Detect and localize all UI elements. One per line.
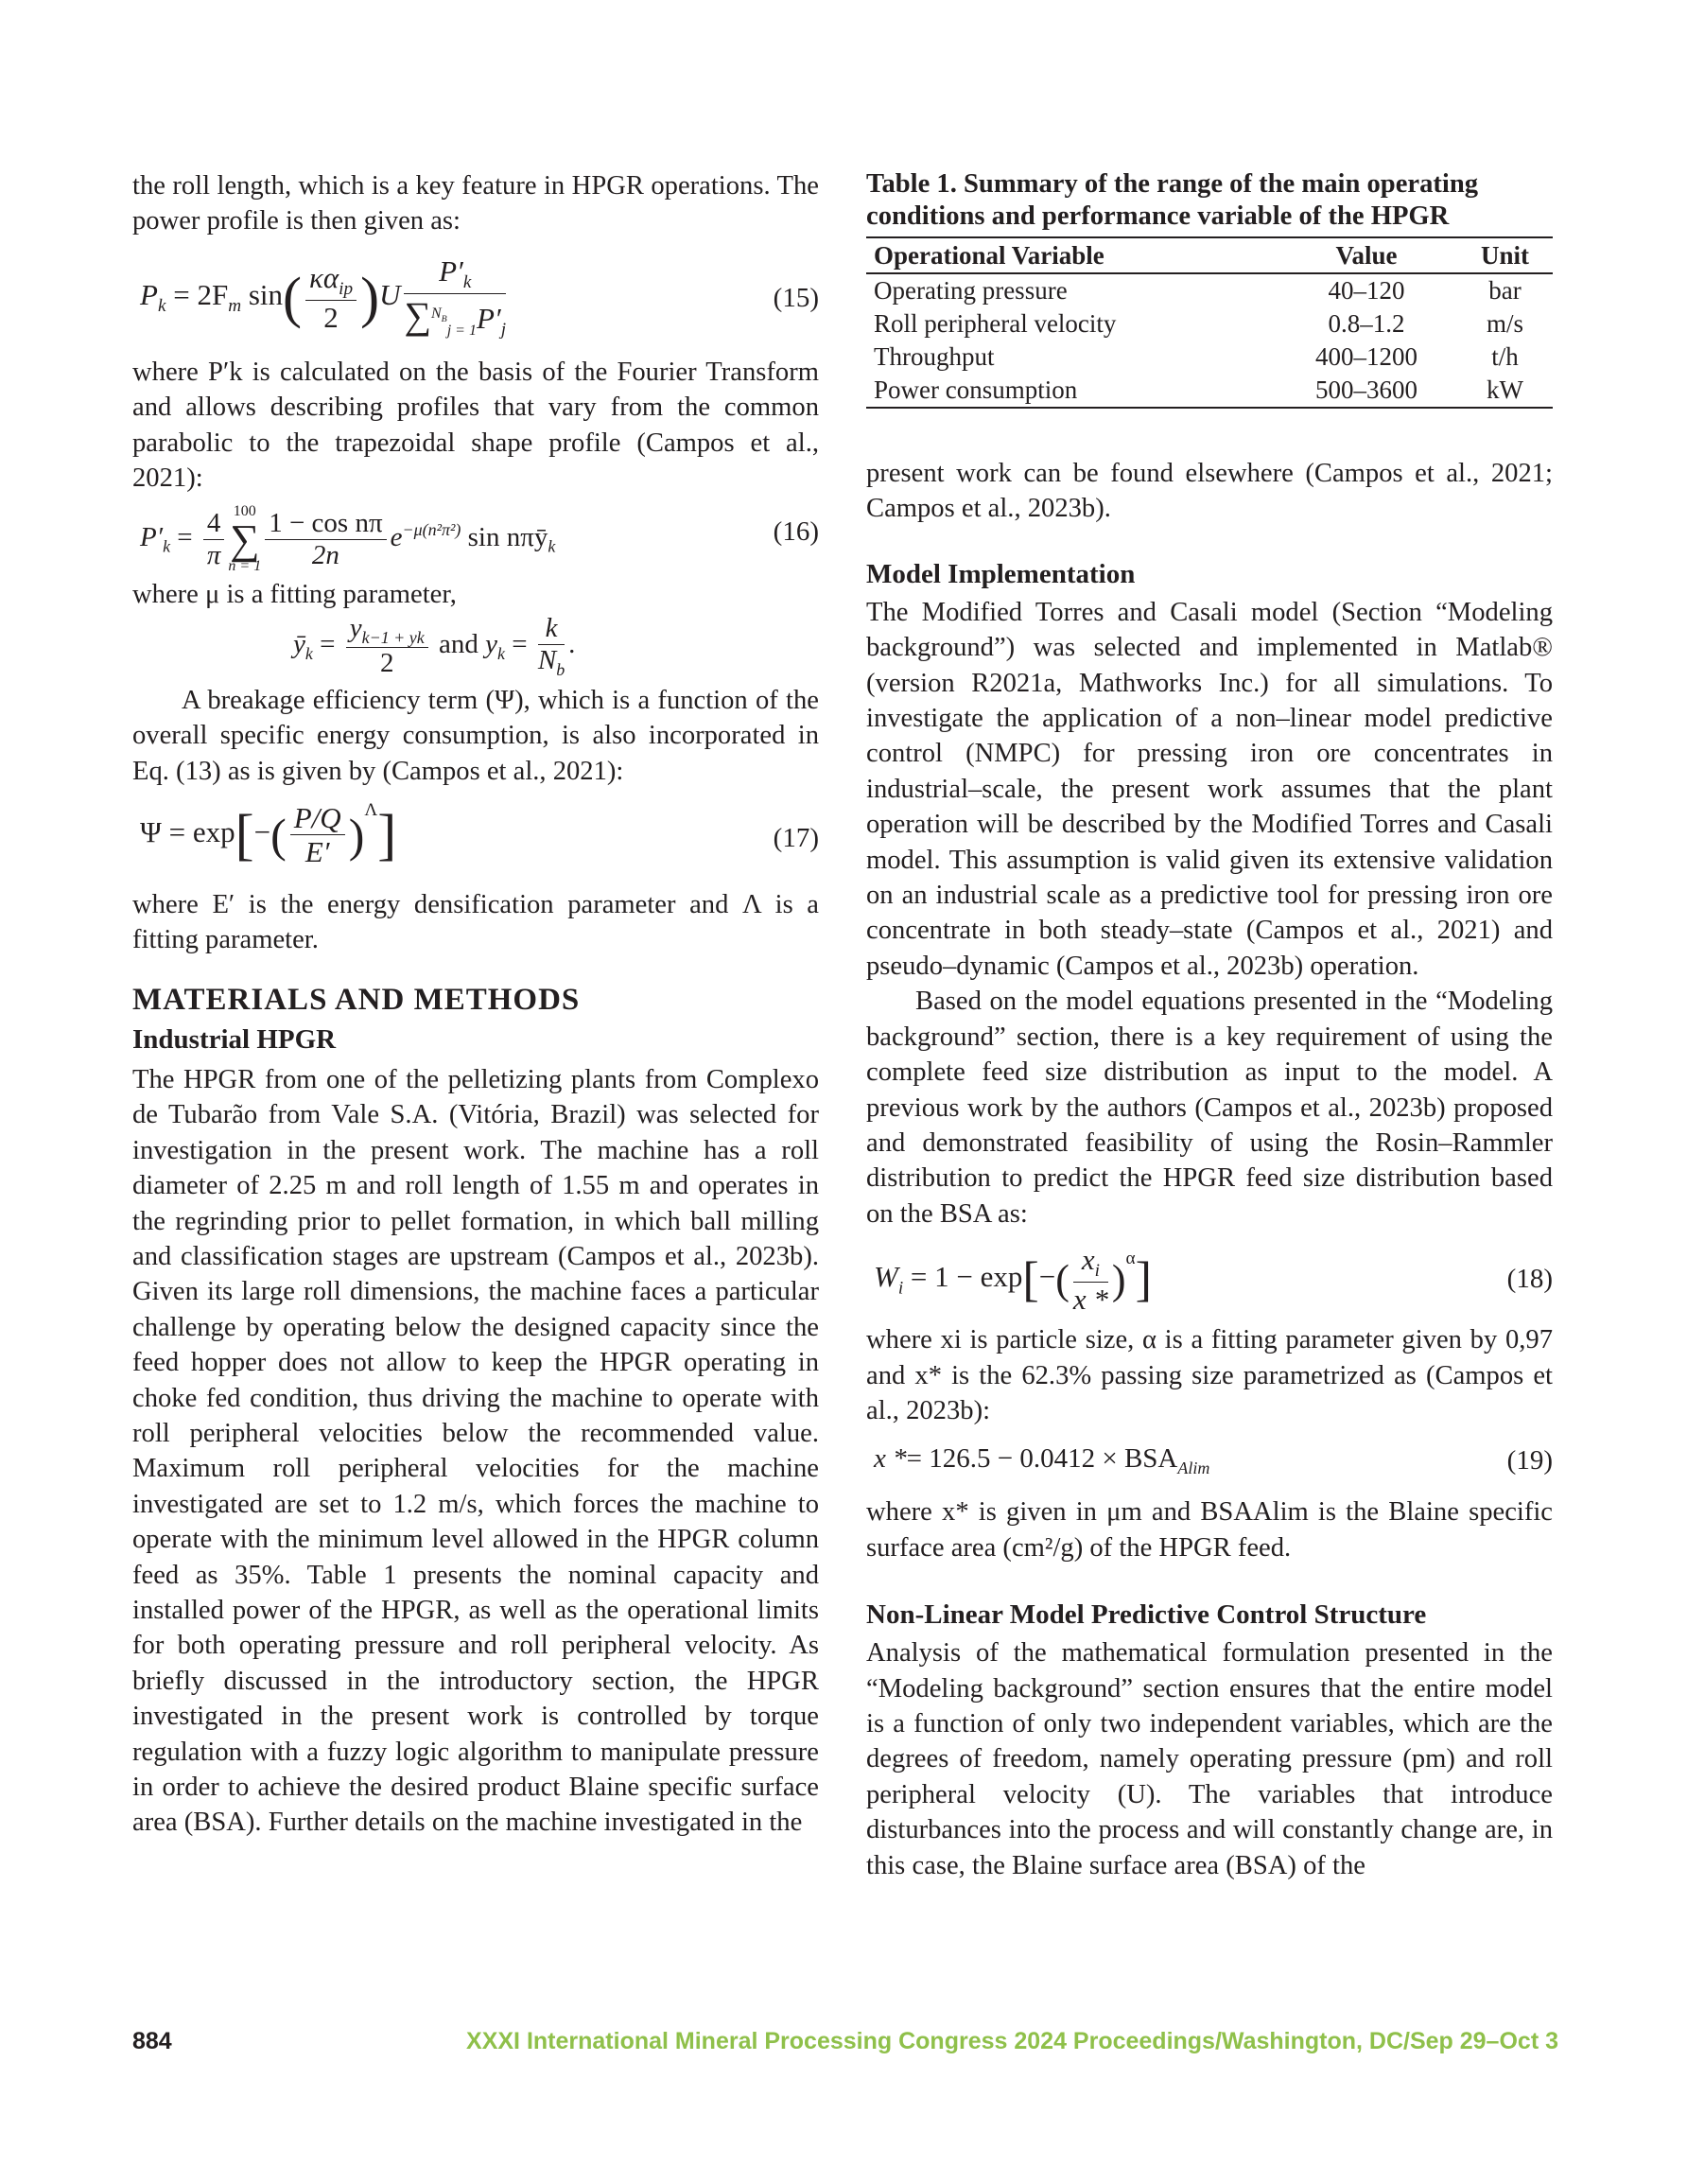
table-row [866, 273, 1553, 307]
equation-15: $P_k = 2F_m$ sin( $\frac{\kappa\alpha_{ip}}{2}$ )U $\frac{P'_k}{\sum^{N_B}_{j = 1}P'_j}$ (15) [140, 253, 819, 341]
equation-16: $P'_k$ = $\frac{4}{\pi}$ 100 ∑ n = 1 $\frac{\text{1 − cos nπ}}{2n}$ $e^{-\mu(n^2\pi^2)}$ sin nπȳ$_k$ (16) [140, 503, 819, 575]
left-column [132, 168, 819, 1841]
equation-number-17: (17) [773, 823, 819, 854]
equation-17: Ψ = exp[−( $\frac{P/Q}{E'}$ )$^\Lambda$] (17) [140, 800, 819, 869]
table-row [866, 307, 1553, 341]
paragraph-nmpc: Analysis of the mathematical formulation presented in the “Modeling background” section ensures that the entire model is a function of only two independent variables, which are the degrees of freedom, namely operating pressure (pm) and roll peripheral velocity (U). The variables that introduce disturbances into the process and will constantly change are, in this case, the Blaine surface area (BSA) of the [866, 1638, 1553, 1880]
table-operating-conditions [866, 236, 1553, 409]
table-cell: m/s [1487, 309, 1524, 338]
equation-ybar: $ȳ_k$ = $\frac{y_{k-1 + yk}}{2}$ and $y_k$ = $\frac{k}{N_b}$ . [293, 612, 576, 679]
table-cell: t/h [1491, 342, 1519, 371]
paragraph-where-mu: where μ is a fitting parameter, [132, 580, 457, 610]
equation-number-16: (16) [773, 516, 819, 548]
journal-title: XXXI International Mineral Processing Congress 2024 Proceedings/Washington, DC/Sep 29–Oct 3 [466, 2028, 1558, 2054]
equation-19: $x *= 126.5 - 0.0412 \times BSA_{Alim}$ (19) [874, 1443, 1553, 1478]
table-cell: Power consumption [866, 374, 1276, 408]
paragraph-where-xstar: where x* is given in μm and BSAAlim is the Blaine specific surface area (cm²/g) of the HPGR feed. [866, 1497, 1553, 1563]
subsection-heading-industrial: Industrial HPGR [132, 1023, 337, 1055]
equation-18: $W_i = 1 - \exp[-$( $\frac{x_i}{x *}$ )$^\alpha$] (18) [874, 1243, 1553, 1317]
table-row [866, 341, 1553, 374]
table-cell: Operating pressure [874, 276, 1068, 305]
table-cell: 0.8–1.2 [1328, 309, 1405, 338]
table-header: Value [1276, 237, 1457, 273]
table-cell: Roll peripheral velocity [874, 309, 1117, 338]
right-column [866, 168, 1553, 1883]
paragraph-continued: present work can be found elsewhere (Campos et al., 2021; Campos et al., 2023b). [866, 459, 1553, 524]
page-number: 884 [132, 2028, 172, 2054]
table-header: Unit [1457, 237, 1553, 273]
table-header-row [866, 237, 1553, 273]
subsection-heading-model: Model Implementation [866, 558, 1136, 589]
table-caption: Table 1. Summary of the range of the main operating conditions and performance variable of the HPGR [866, 169, 1479, 231]
table-header: Operational Variable [866, 237, 1276, 273]
table-row [866, 374, 1553, 408]
equation-number-18: (18) [1506, 1264, 1553, 1295]
paragraph-model-1: The Modified Torres and Casali model (Section “Modeling background”) was selected and implemented in Matlab® (version R2021a, Mathworks Inc.) for all simulations. To investigate the application of a non–linear model predictive control (NMPC) for pressing iron ore concentrates in industrial–scale, the present work assumes that the plant operation will be described by the Modified Torres and Casali model. This assumption is valid given its extensive validation on an industrial scale as a predictive tool for pressing iron ore concentrate in both steady–state (Campos et al., 2021) and pseudo–dynamic (Campos et al., 2023b) operation. [866, 597, 1553, 981]
equation-number-19: (19) [1506, 1445, 1553, 1476]
table-cell: kW [1457, 374, 1553, 408]
paragraph-intro: the roll length, which is a key feature in HPGR operations. The power profile is then given as: [132, 171, 819, 236]
equation-number-15: (15) [773, 282, 819, 313]
section-heading-materials: MATERIALS AND METHODS [132, 982, 581, 1017]
paragraph-where-xi: where xi is particle size, α is a fitting parameter given by 0,97 and x* is the 62.3% passing size parametrized as (Campos et al., 2023b): [866, 1325, 1553, 1425]
subsection-heading-nmpc: Non-Linear Model Predictive Control Structure [866, 1599, 1427, 1631]
paragraph-where-e: where E′ is the energy densification parameter and Λ is a fitting parameter. [132, 890, 819, 955]
table-cell: Throughput [874, 342, 995, 371]
paragraph-breakage: A breakage efficiency term (Ψ), which is a function of the overall specific energy consumption, is also incorporated in Eq. (13) as is given by (Campos et al., 2021): [132, 685, 819, 786]
paragraph-model-2: Based on the model equations presented in the “Modeling background” section, there is a key requirement of using the complete feed size distribution as input to the model. A previous work by the authors (Campos et al., 2023b) proposed and demonstrated feasibility of using the Rosin–Rammler distribution to predict the HPGR feed size distribution based on the BSA as: [866, 987, 1553, 1229]
table-cell: 400–1200 [1315, 342, 1418, 371]
table-cell: bar [1488, 276, 1522, 305]
paragraph-where-pk: where P′k is calculated on the basis of the Fourier Transform and allows describing profiles that vary from the common parabolic to the trapezoidal shape profile (Campos et al., 2021): [132, 357, 819, 494]
table-cell: 500–3600 [1276, 374, 1457, 408]
paragraph-industrial: The HPGR from one of the pelletizing plants from Complexo de Tubarão from Vale S.A. (Vitória, Brazil) was selected for investigation in the present work. The machine has a roll diameter of 2.25 m and roll length of 1.55 m and operates in the regrinding prior to pellet formation, in which ball milling and classification stages are upstream (Campos et al., 2023b). Given its large roll dimensions, the machine faces a particular challenge by operating below the designed capacity since the feed hopper does not allow to keep the HPGR operating in choke fed condition, thus driving the machine to operate with roll peripheral velocities below the recommended value. Maximum roll peripheral velocities for the machine investigated are set to 1.2 m/s, which forces the machine to operate with the minimum level allowed in the HPGR column feed as 35%. Table 1 presents the nominal capacity and installed power of the HPGR, as well as the operational limits for both operating pressure and roll peripheral velocity. As briefly discussed in the introductory section, the HPGR investigated in the present work is controlled by torque regulation with a fuzzy logic algorithm to manipulate pressure in order to achieve the desired product Blaine specific surface area (BSA). Further details on the machine investigated in the [132, 1064, 819, 1838]
table-cell: 40–120 [1328, 276, 1405, 305]
